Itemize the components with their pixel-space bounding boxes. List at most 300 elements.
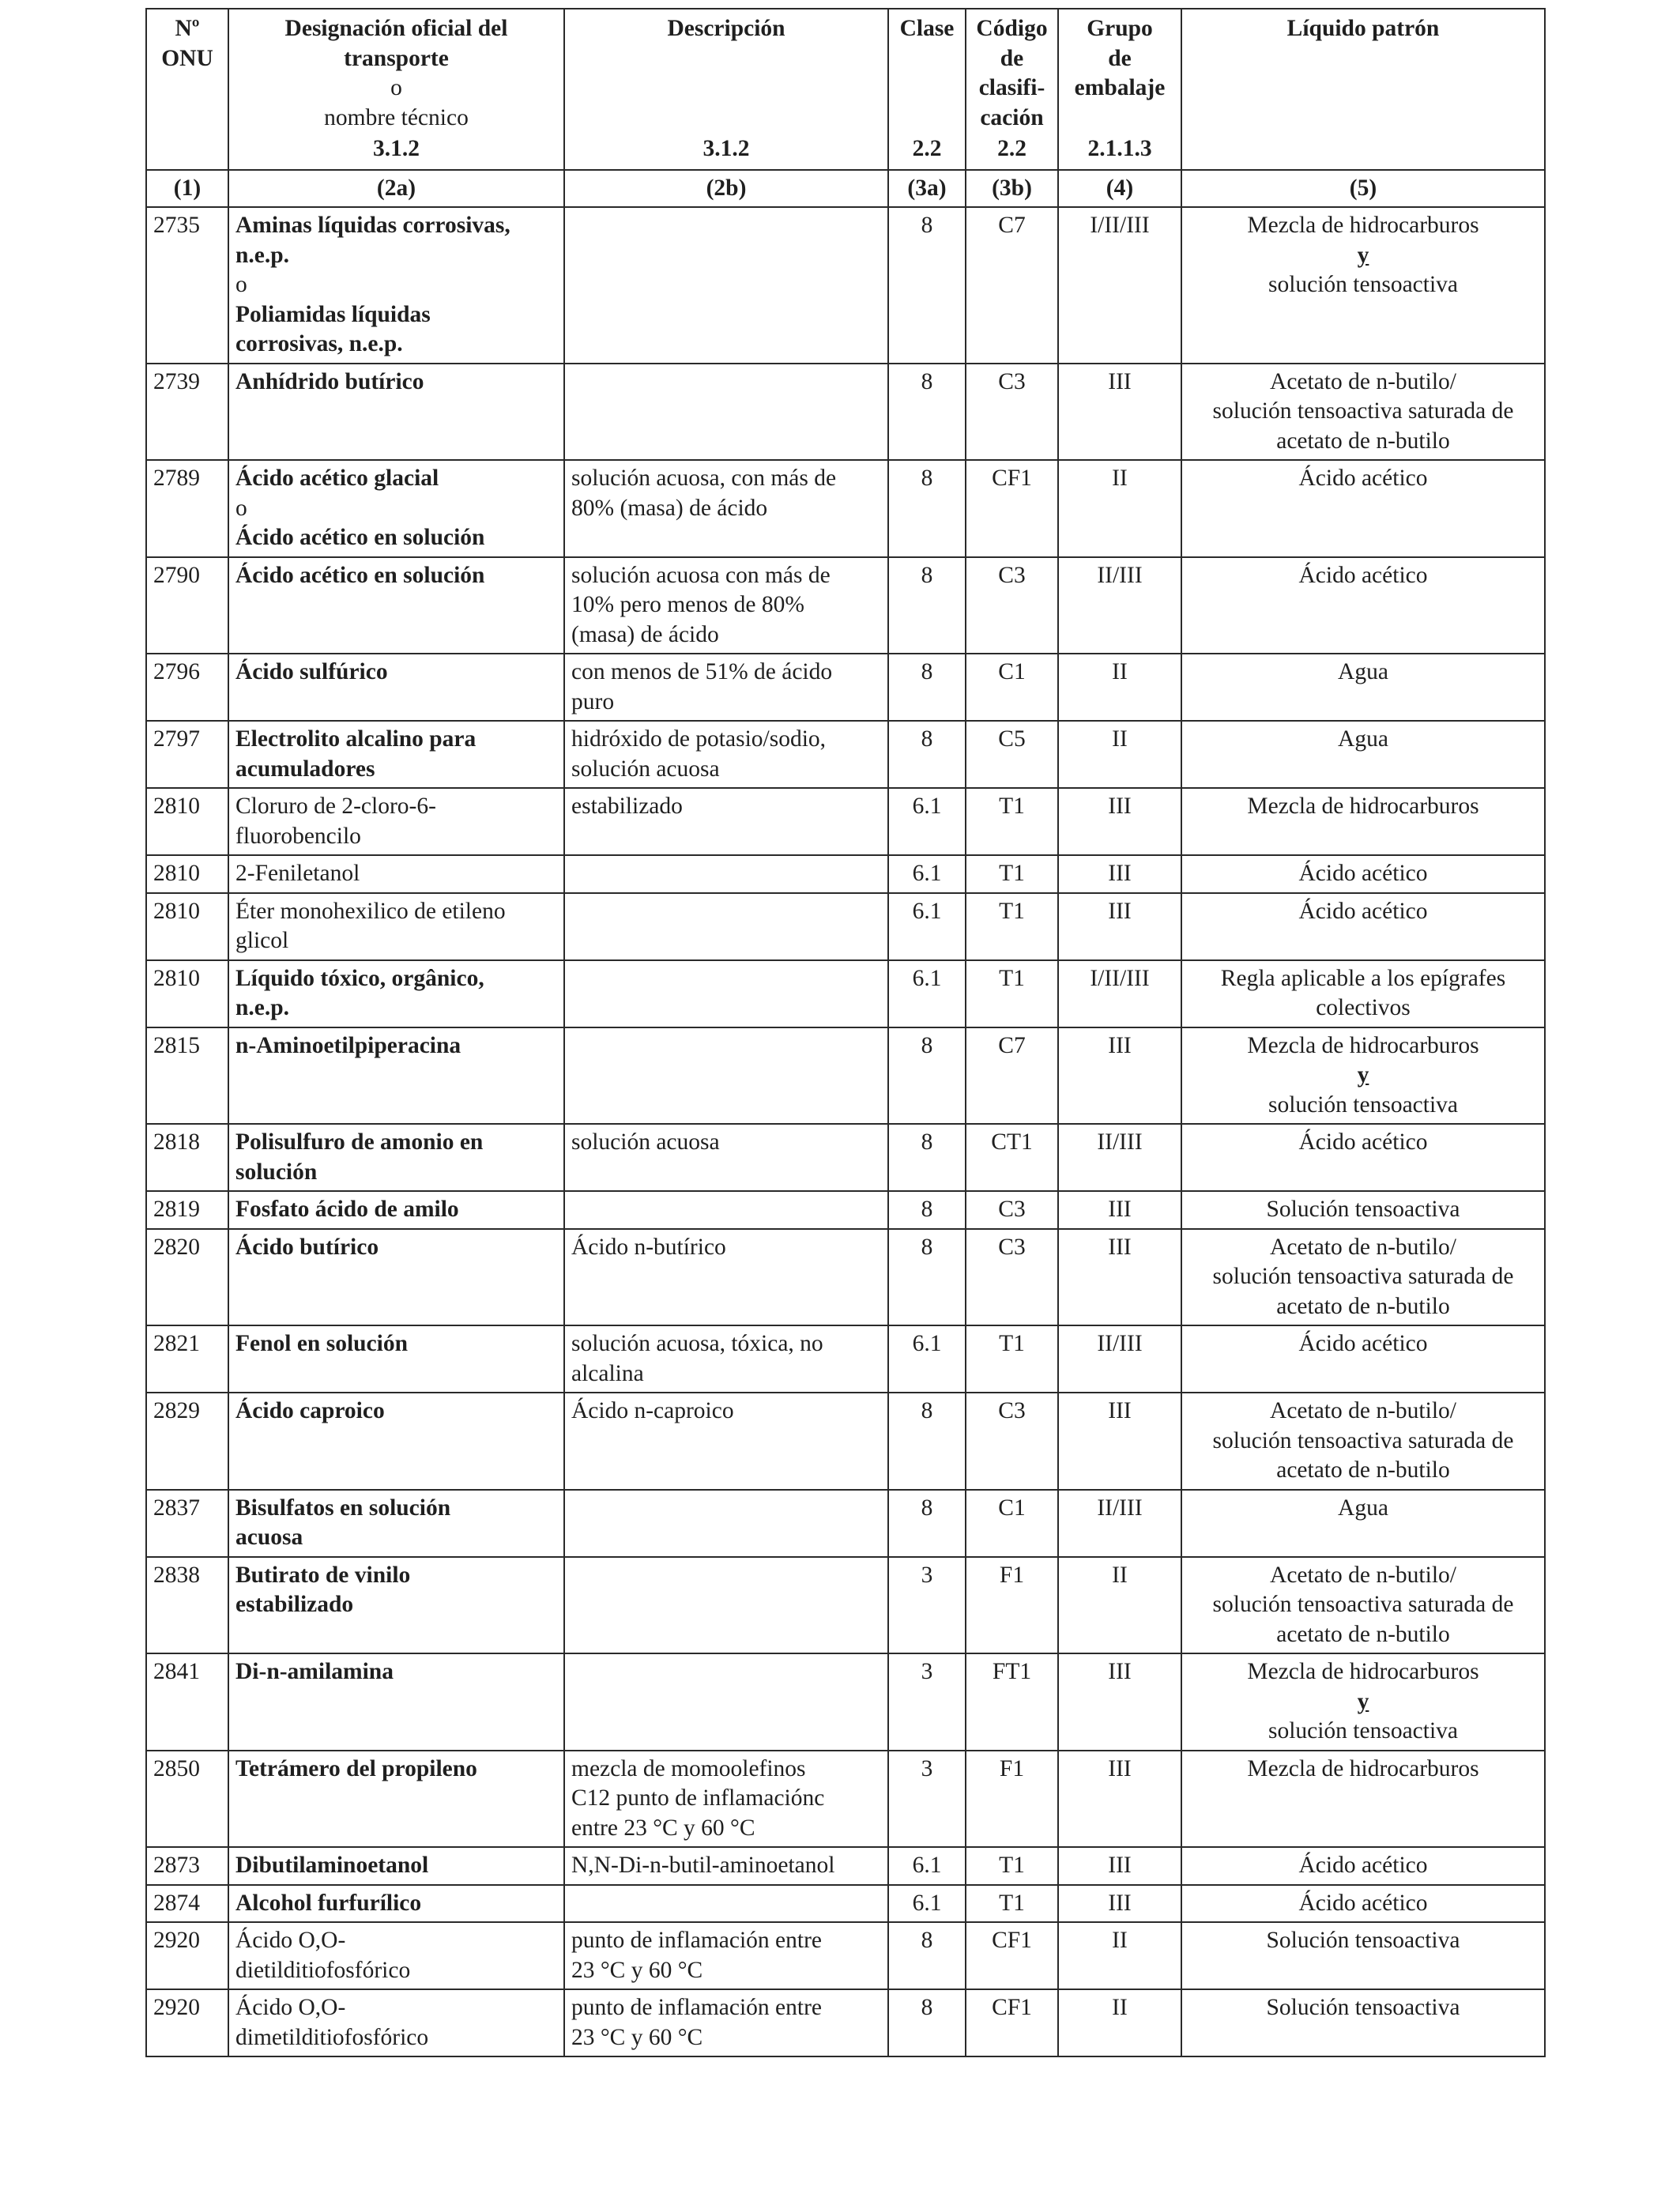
un-number-cell: 2838 — [146, 1557, 228, 1654]
designation-line: Polisulfuro de amonio en — [235, 1129, 484, 1155]
description-cell — [564, 960, 888, 1027]
packing-group-cell: III — [1058, 364, 1181, 461]
standard-liquid-cell — [1181, 207, 1545, 364]
standard-liquid-line: Agua — [1338, 1495, 1388, 1521]
packing-group-cell: II — [1058, 1989, 1181, 2056]
classification-code-cell: C3 — [966, 557, 1058, 654]
standard-liquid-cell — [1181, 1490, 1545, 1557]
designation-cell — [228, 1325, 564, 1393]
description-cell — [564, 1191, 888, 1229]
un-number-cell: 2810 — [146, 893, 228, 960]
table-row — [146, 1191, 1545, 1229]
un-number-cell: 2815 — [146, 1027, 228, 1125]
designation-cell — [228, 364, 564, 461]
packing-group-cell: III — [1058, 1027, 1181, 1125]
class-cell: 6.1 — [888, 1885, 966, 1923]
designation-cell — [228, 654, 564, 721]
designation-cell — [228, 1027, 564, 1125]
un-number-cell: 2810 — [146, 960, 228, 1027]
designation-line: dietilditiofosfórico — [235, 1957, 411, 1983]
un-number-cell: 2850 — [146, 1751, 228, 1848]
table-row — [146, 1393, 1545, 1490]
table-row — [146, 1557, 1545, 1654]
designation-line: Ácido butírico — [235, 1234, 379, 1260]
classification-code-cell: F1 — [966, 1557, 1058, 1654]
un-number-cell: 2920 — [146, 1989, 228, 2056]
designation-cell — [228, 1751, 564, 1848]
class-cell: 8 — [888, 557, 966, 654]
description-cell — [564, 1922, 888, 1989]
packing-group-cell: II — [1058, 654, 1181, 721]
table-row — [146, 721, 1545, 788]
designation-cell — [228, 1229, 564, 1326]
description-line: 23 °C y 60 °C — [571, 2024, 703, 2050]
table-row — [146, 460, 1545, 557]
description-line: alcalina — [571, 1360, 644, 1386]
description-line: N,N-Di-n-butil-aminoetanol — [571, 1853, 835, 1878]
designation-cell — [228, 1922, 564, 1989]
description-line: solución acuosa — [571, 1129, 720, 1155]
designation-cell — [228, 557, 564, 654]
description-line: Ácido n-caproico — [571, 1398, 734, 1423]
classification-code-cell: F1 — [966, 1751, 1058, 1848]
standard-liquid-line: Ácido acético — [1298, 466, 1428, 491]
standard-liquid-cell — [1181, 1124, 1545, 1191]
designation-cell — [228, 1124, 564, 1191]
description-cell — [564, 855, 888, 893]
description-line: Ácido n-butírico — [571, 1234, 726, 1260]
header-designation: Designación oficial del transporte o nombre técnico 3.1.2 — [228, 9, 564, 170]
class-cell: 8 — [888, 207, 966, 364]
designation-line: corrosivas, n.e.p. — [235, 331, 403, 356]
designation-line: Ácido O,O- — [235, 1995, 346, 2020]
designation-line: o — [235, 272, 247, 297]
class-cell: 6.1 — [888, 855, 966, 893]
designation-line: Anhídrido butírico — [235, 368, 424, 394]
classification-code-cell: C1 — [966, 654, 1058, 721]
class-cell: 8 — [888, 1393, 966, 1490]
standard-liquid-line: y — [1357, 242, 1369, 268]
standard-liquid-line: y — [1357, 1688, 1369, 1714]
un-number-cell: 2810 — [146, 788, 228, 855]
description-line: con menos de 51% de ácido — [571, 659, 833, 684]
class-cell: 8 — [888, 1490, 966, 1557]
designation-line: Cloruro de 2-cloro-6- — [235, 794, 436, 819]
table-row — [146, 654, 1545, 721]
header-packing-group: Grupo de embalaje 2.1.1.3 — [1058, 9, 1181, 170]
column-number-row — [146, 170, 1545, 208]
header-row — [146, 9, 1545, 170]
description-line: solución acuosa con más de — [571, 562, 831, 588]
standard-liquid-cell — [1181, 364, 1545, 461]
standard-liquid-line: Ácido acético — [1298, 1129, 1428, 1155]
standard-liquid-line: Mezcla de hidrocarburos — [1247, 794, 1479, 819]
description-cell — [564, 460, 888, 557]
table-body — [146, 207, 1545, 2056]
description-line: (masa) de ácido — [571, 621, 719, 647]
designation-line: fluorobencilo — [235, 823, 361, 849]
table-row — [146, 1847, 1545, 1885]
standard-liquid-line: colectivos — [1316, 995, 1411, 1020]
table-row — [146, 1124, 1545, 1191]
designation-line: n.e.p. — [235, 995, 290, 1020]
un-number-cell: 2735 — [146, 207, 228, 364]
packing-group-cell: III — [1058, 855, 1181, 893]
description-cell — [564, 1229, 888, 1326]
designation-cell — [228, 1191, 564, 1229]
un-number-cell: 2821 — [146, 1325, 228, 1393]
column-number: (2a) — [228, 170, 564, 208]
column-number: (1) — [146, 170, 228, 208]
standard-liquid-cell — [1181, 1922, 1545, 1989]
description-cell — [564, 364, 888, 461]
designation-line: Fenol en solución — [235, 1331, 408, 1356]
class-cell: 8 — [888, 1124, 966, 1191]
description-cell — [564, 1653, 888, 1751]
class-cell: 8 — [888, 460, 966, 557]
designation-cell — [228, 1885, 564, 1923]
packing-group-cell: III — [1058, 1191, 1181, 1229]
header-classification-code: Código de clasifi- cación 2.2 — [966, 9, 1058, 170]
description-cell — [564, 207, 888, 364]
designation-cell — [228, 1393, 564, 1490]
table-row — [146, 788, 1545, 855]
class-cell: 8 — [888, 1229, 966, 1326]
packing-group-cell: III — [1058, 893, 1181, 960]
standard-liquid-cell — [1181, 893, 1545, 960]
designation-cell — [228, 207, 564, 364]
standard-liquid-cell — [1181, 1393, 1545, 1490]
packing-group-cell: III — [1058, 1885, 1181, 1923]
designation-line: Di-n-amilamina — [235, 1659, 394, 1684]
un-number-cell: 2829 — [146, 1393, 228, 1490]
standard-liquid-cell — [1181, 1325, 1545, 1393]
column-number: (3b) — [966, 170, 1058, 208]
class-cell: 3 — [888, 1751, 966, 1848]
designation-line: Ácido acético en solución — [235, 562, 485, 588]
designation-line: Poliamidas líquidas — [235, 301, 431, 327]
standard-liquid-cell — [1181, 557, 1545, 654]
standard-liquid-line: Ácido acético — [1298, 1853, 1428, 1878]
class-cell: 6.1 — [888, 1847, 966, 1885]
designation-line: Ácido acético en solución — [235, 525, 485, 550]
table-row — [146, 1885, 1545, 1923]
column-number: (5) — [1181, 170, 1545, 208]
designation-cell — [228, 855, 564, 893]
table-row — [146, 1490, 1545, 1557]
description-cell — [564, 557, 888, 654]
description-cell — [564, 1847, 888, 1885]
designation-cell — [228, 960, 564, 1027]
standard-liquid-line: Mezcla de hidrocarburos — [1247, 213, 1479, 238]
standard-liquid-line: solución tensoactiva saturada de — [1212, 1427, 1514, 1453]
designation-cell — [228, 1989, 564, 2056]
packing-group-cell: III — [1058, 1393, 1181, 1490]
designation-line: Tetrámero del propileno — [235, 1755, 477, 1781]
standard-liquid-cell — [1181, 1847, 1545, 1885]
designation-line: glicol — [235, 928, 289, 953]
designation-cell — [228, 1847, 564, 1885]
standard-liquid-line: Agua — [1338, 726, 1388, 752]
standard-liquid-line: acetato de n-butilo — [1276, 1621, 1450, 1647]
standard-liquid-line: solución tensoactiva saturada de — [1212, 1592, 1514, 1617]
standard-liquid-line: solución tensoactiva saturada de — [1212, 398, 1514, 424]
description-cell — [564, 1490, 888, 1557]
standard-liquid-cell — [1181, 1027, 1545, 1125]
classification-code-cell: FT1 — [966, 1653, 1058, 1751]
packing-group-cell: III — [1058, 1653, 1181, 1751]
un-number-cell: 2810 — [146, 855, 228, 893]
description-cell — [564, 893, 888, 960]
un-number-cell: 2819 — [146, 1191, 228, 1229]
description-cell — [564, 1557, 888, 1654]
table-row — [146, 960, 1545, 1027]
class-cell: 6.1 — [888, 788, 966, 855]
description-cell — [564, 1989, 888, 2056]
class-cell: 8 — [888, 364, 966, 461]
un-number-cell: 2841 — [146, 1653, 228, 1751]
packing-group-cell: II/III — [1058, 1490, 1181, 1557]
designation-line: 2-Feniletanol — [235, 861, 360, 886]
class-cell: 6.1 — [888, 1325, 966, 1393]
class-cell: 8 — [888, 654, 966, 721]
standard-liquid-line: Solución tensoactiva — [1266, 1197, 1460, 1222]
standard-liquid-line: Ácido acético — [1298, 562, 1428, 588]
classification-code-cell: CF1 — [966, 460, 1058, 557]
class-cell: 3 — [888, 1653, 966, 1751]
standard-liquid-cell — [1181, 788, 1545, 855]
description-line: hidróxido de potasio/sodio, — [571, 726, 827, 752]
table-row — [146, 1989, 1545, 2056]
packing-group-cell: II — [1058, 721, 1181, 788]
designation-line: Electrolito alcalino para — [235, 726, 477, 752]
header-onu: Nº ONU — [146, 9, 228, 170]
packing-group-cell: I/II/III — [1058, 960, 1181, 1027]
description-cell — [564, 788, 888, 855]
designation-line: Alcohol furfurílico — [235, 1890, 422, 1916]
un-number-cell: 2790 — [146, 557, 228, 654]
classification-code-cell: CF1 — [966, 1922, 1058, 1989]
header-description: Descripción 3.1.2 — [564, 9, 888, 170]
class-cell: 8 — [888, 1191, 966, 1229]
standard-liquid-line: Acetato de n-butilo/ — [1270, 1562, 1456, 1588]
table-row — [146, 855, 1545, 893]
table-row — [146, 1229, 1545, 1326]
standard-liquid-line: acetato de n-butilo — [1276, 428, 1450, 454]
designation-line: n-Aminoetilpiperacina — [235, 1032, 461, 1058]
un-number-cell: 2789 — [146, 460, 228, 557]
table-row — [146, 1325, 1545, 1393]
packing-group-cell: II/III — [1058, 1124, 1181, 1191]
table-row — [146, 207, 1545, 364]
standard-liquid-line: Ácido acético — [1298, 1331, 1428, 1356]
standard-liquid-line: acetato de n-butilo — [1276, 1457, 1450, 1483]
classification-code-cell: T1 — [966, 788, 1058, 855]
description-cell — [564, 1393, 888, 1490]
description-line: punto de inflamación entre — [571, 1995, 823, 2020]
table-row — [146, 1922, 1545, 1989]
description-line: solución acuosa — [571, 756, 720, 782]
standard-liquid-line: solución tensoactiva — [1268, 272, 1459, 297]
standard-liquid-cell — [1181, 1557, 1545, 1654]
designation-line: Ácido caproico — [235, 1398, 385, 1423]
designation-line: dimetilditiofosfórico — [235, 2024, 429, 2050]
standard-liquid-cell — [1181, 960, 1545, 1027]
standard-liquid-line: Acetato de n-butilo/ — [1270, 368, 1456, 394]
standard-liquid-cell — [1181, 1989, 1545, 2056]
designation-line: acuosa — [235, 1525, 303, 1550]
designation-cell — [228, 721, 564, 788]
class-cell: 8 — [888, 1989, 966, 2056]
un-number-cell: 2837 — [146, 1490, 228, 1557]
classification-code-cell: CT1 — [966, 1124, 1058, 1191]
standard-liquid-line: Ácido acético — [1298, 1890, 1428, 1916]
packing-group-cell: I/II/III — [1058, 207, 1181, 364]
un-number-cell: 2920 — [146, 1922, 228, 1989]
designation-line: o — [235, 495, 247, 521]
packing-group-cell: III — [1058, 1229, 1181, 1326]
standard-liquid-line: solución tensoactiva — [1268, 1718, 1459, 1744]
designation-line: estabilizado — [235, 1592, 354, 1617]
standard-liquid-line: Mezcla de hidrocarburos — [1247, 1032, 1479, 1058]
class-cell: 8 — [888, 721, 966, 788]
designation-cell — [228, 1490, 564, 1557]
designation-line: Ácido O,O- — [235, 1928, 346, 1953]
description-cell — [564, 1124, 888, 1191]
document-page — [145, 8, 1544, 2057]
un-number-cell: 2796 — [146, 654, 228, 721]
designation-line: Ácido sulfúrico — [235, 659, 388, 684]
description-line: C12 punto de inflamaciónc — [571, 1785, 825, 1811]
packing-group-cell: II/III — [1058, 557, 1181, 654]
description-line: 23 °C y 60 °C — [571, 1957, 703, 1983]
table-row — [146, 1027, 1545, 1125]
description-cell — [564, 1325, 888, 1393]
description-cell — [564, 1027, 888, 1125]
un-number-cell: 2873 — [146, 1847, 228, 1885]
designation-line: Aminas líquidas corrosivas, — [235, 213, 510, 238]
classification-code-cell: T1 — [966, 1885, 1058, 1923]
standard-liquid-line: solución tensoactiva saturada de — [1212, 1264, 1514, 1289]
classification-code-cell: CF1 — [966, 1989, 1058, 2056]
designation-line: Butirato de vinilo — [235, 1562, 411, 1588]
packing-group-cell: II — [1058, 1922, 1181, 1989]
classification-code-cell: C3 — [966, 1191, 1058, 1229]
description-line: 10% pero menos de 80% — [571, 592, 804, 617]
designation-line: Dibutilaminoetanol — [235, 1853, 429, 1878]
description-line: mezcla de momoolefinos — [571, 1755, 806, 1781]
packing-group-cell: III — [1058, 1847, 1181, 1885]
standard-liquid-line: Acetato de n-butilo/ — [1270, 1398, 1456, 1423]
designation-line: Líquido tóxico, orgânico, — [235, 965, 484, 991]
table-row — [146, 1653, 1545, 1751]
description-line: puro — [571, 688, 615, 714]
classification-code-cell: T1 — [966, 893, 1058, 960]
packing-group-cell: II/III — [1058, 1325, 1181, 1393]
standard-liquid-cell — [1181, 1653, 1545, 1751]
description-line: entre 23 °C y 60 °C — [571, 1815, 755, 1841]
designation-cell — [228, 788, 564, 855]
class-cell: 6.1 — [888, 893, 966, 960]
designation-cell — [228, 1557, 564, 1654]
table-row — [146, 1751, 1545, 1848]
standard-liquid-line: Mezcla de hidrocarburos — [1247, 1659, 1479, 1684]
table-row — [146, 364, 1545, 461]
standard-liquid-line: Regla aplicable a los epígrafes — [1220, 965, 1506, 991]
standard-liquid-cell — [1181, 1229, 1545, 1326]
packing-group-cell: II — [1058, 1557, 1181, 1654]
description-cell — [564, 1885, 888, 1923]
class-cell: 8 — [888, 1922, 966, 1989]
designation-line: solución — [235, 1159, 318, 1185]
description-cell — [564, 654, 888, 721]
column-number: (4) — [1058, 170, 1181, 208]
class-cell: 8 — [888, 1027, 966, 1125]
standard-liquid-cell — [1181, 1751, 1545, 1848]
designation-cell — [228, 893, 564, 960]
standard-liquid-cell — [1181, 654, 1545, 721]
description-line: 80% (masa) de ácido — [571, 495, 768, 521]
designation-line: n.e.p. — [235, 242, 290, 268]
column-number: (3a) — [888, 170, 966, 208]
description-cell — [564, 1751, 888, 1848]
packing-group-cell: III — [1058, 788, 1181, 855]
classification-code-cell: T1 — [966, 960, 1058, 1027]
description-line: punto de inflamación entre — [571, 1928, 823, 1953]
designation-line: Ácido acético glacial — [235, 466, 439, 491]
classification-code-cell: C7 — [966, 1027, 1058, 1125]
description-line: solución acuosa, tóxica, no — [571, 1331, 823, 1356]
packing-group-cell: III — [1058, 1751, 1181, 1848]
class-cell: 6.1 — [888, 960, 966, 1027]
designation-cell — [228, 1653, 564, 1751]
standard-liquid-cell — [1181, 1191, 1545, 1229]
description-cell — [564, 721, 888, 788]
standard-liquid-line: Solución tensoactiva — [1266, 1995, 1460, 2020]
un-number-cell: 2739 — [146, 364, 228, 461]
classification-code-cell: C1 — [966, 1490, 1058, 1557]
standard-liquid-line: Ácido acético — [1298, 898, 1428, 924]
un-number-cell: 2818 — [146, 1124, 228, 1191]
standard-liquid-cell — [1181, 855, 1545, 893]
standard-liquid-line: Solución tensoactiva — [1266, 1928, 1460, 1953]
classification-code-cell: C3 — [966, 1393, 1058, 1490]
table-row — [146, 557, 1545, 654]
substances-table — [145, 8, 1546, 2057]
standard-liquid-line: Acetato de n-butilo/ — [1270, 1234, 1456, 1260]
classification-code-cell: T1 — [966, 1847, 1058, 1885]
classification-code-cell: T1 — [966, 855, 1058, 893]
standard-liquid-cell — [1181, 460, 1545, 557]
description-line: estabilizado — [571, 794, 683, 819]
standard-liquid-line: y — [1357, 1062, 1369, 1088]
column-number: (2b) — [564, 170, 888, 208]
designation-line: Fosfato ácido de amilo — [235, 1197, 459, 1222]
standard-liquid-line: solución tensoactiva — [1268, 1091, 1459, 1118]
class-cell: 3 — [888, 1557, 966, 1654]
standard-liquid-line: Ácido acético — [1298, 861, 1428, 886]
un-number-cell: 2797 — [146, 721, 228, 788]
designation-line: Bisulfatos en solución — [235, 1495, 451, 1521]
packing-group-cell: II — [1058, 460, 1181, 557]
classification-code-cell: C3 — [966, 1229, 1058, 1326]
table-row — [146, 893, 1545, 960]
classification-code-cell: T1 — [966, 1325, 1058, 1393]
classification-code-cell: C7 — [966, 207, 1058, 364]
un-number-cell: 2874 — [146, 1885, 228, 1923]
header-class: Clase 2.2 — [888, 9, 966, 170]
standard-liquid-line: Agua — [1338, 659, 1388, 684]
